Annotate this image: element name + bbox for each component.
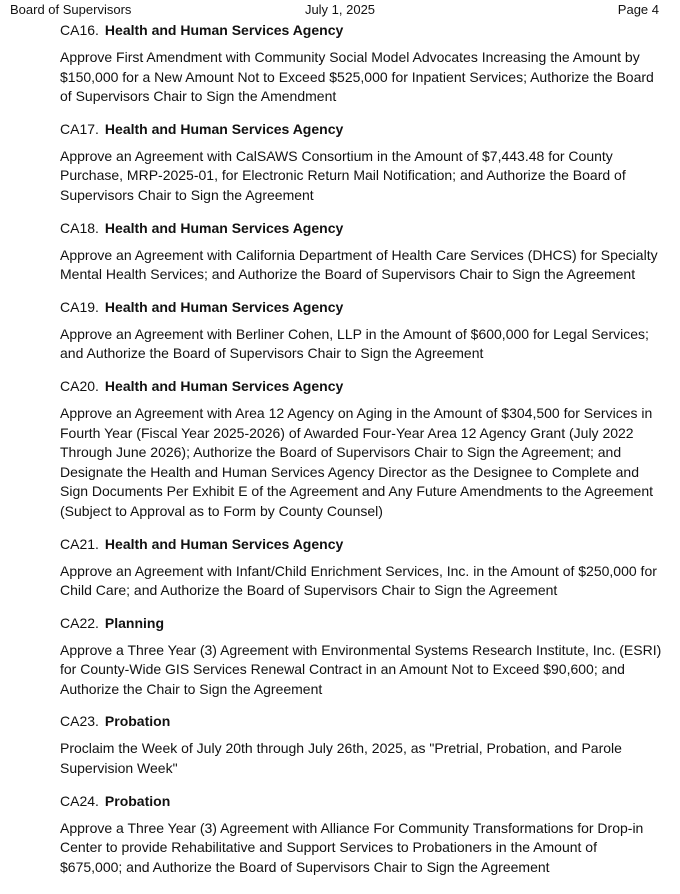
item-heading [60, 791, 662, 811]
item-department: Planning [104, 614, 165, 631]
item-department: Health and Human Services Agency [104, 22, 344, 38]
agenda-item-ca22 [60, 613, 662, 700]
item-department: Health and Human Services Agency [104, 120, 344, 137]
agenda-item-ca17 [60, 119, 662, 206]
item-description: Approve an Agreement with California Department of Health Care Services (DHCS) for Specialty Mental Health Services; and Authorize the Board of Supervisors Chair to Sign the Agreement [60, 246, 658, 283]
consent-agenda-items [60, 20, 662, 889]
item-department: Health and Human Services Agency [104, 298, 344, 315]
item-heading [60, 297, 662, 317]
agenda-item-ca16 [60, 20, 662, 107]
item-number: CA22. [60, 614, 99, 631]
agenda-item-ca24 [60, 791, 662, 878]
item-heading [60, 376, 662, 396]
item-number: CA16. [60, 22, 99, 38]
item-number: CA24. [60, 792, 99, 809]
item-description: Approve First Amendment with Community Social Model Advocates Increasing the Amount by $150,000 for a New Amount Not to Exceed $525,000 for Inpatient Services; Authorize the Board of Supervisors Chair to Sign the Amendment [60, 49, 654, 105]
agenda-item-ca21 [60, 534, 662, 601]
item-heading [60, 218, 662, 238]
item-number: CA17. [60, 120, 99, 137]
item-heading [60, 20, 662, 40]
header-page-number: Page 4 [617, 2, 659, 17]
agenda-item-ca23 [60, 711, 662, 778]
item-description: Approve an Agreement with Berliner Cohen, LLP in the Amount of $600,000 for Legal Services; and Authorize the Board of Supervisors Chair to Sign the Agreement [60, 325, 649, 362]
item-description: Approve a Three Year (3) Agreement with Alliance For Community Transformations for Drop-in Center to provide Rehabilitative and Support Services to Probationers in the Amount of $675,000; and Authorize the Board of Supervisors Chair to Sign the Agreement [60, 819, 644, 875]
item-number: CA23. [60, 713, 99, 730]
item-department: Probation [104, 713, 171, 730]
item-department: Probation [104, 792, 171, 809]
page-header [0, 0, 680, 20]
item-department: Health and Human Services Agency [104, 219, 344, 236]
item-department: Health and Human Services Agency [104, 535, 344, 552]
item-heading [60, 119, 662, 139]
item-number: CA19. [60, 298, 99, 315]
item-description: Approve a Three Year (3) Agreement with Environmental Systems Research Institute, Inc. (ESRI) for County-Wide GIS Services Renewal Contract in an Amount Not to Exceed $90,600; and Authorize the Chair to Sign the Agreement [60, 641, 662, 697]
header-date: July 1, 2025 [304, 2, 376, 17]
agenda-item-ca18 [60, 218, 662, 285]
item-heading [60, 613, 662, 633]
header-board-name: Board of Supervisors [10, 2, 132, 17]
item-number: CA20. [60, 377, 99, 394]
item-number: CA18. [60, 219, 99, 236]
item-description: Approve an Agreement with Infant/Child Enrichment Services, Inc. in the Amount of $250,000 for Child Care; and Authorize the Board of Supervisors Chair to Sign the Agreement [60, 562, 657, 599]
item-department: Health and Human Services Agency [104, 377, 344, 394]
agenda-item-ca19 [60, 297, 662, 364]
item-description: Approve an Agreement with CalSAWS Consortium in the Amount of $7,443.48 for County Purchase, MRP-2025-01, for Electronic Return Mail Notification; and Authorize the Board of Supervisors Chair to Sign the Agreement [60, 147, 626, 203]
item-heading [60, 534, 662, 554]
item-heading [60, 711, 662, 731]
item-description: Proclaim the Week of July 20th through July 26th, 2025, as "Pretrial, Probation, and Parole Supervision Week" [60, 740, 622, 777]
agenda-item-ca20 [60, 376, 662, 522]
item-number: CA21. [60, 535, 99, 552]
item-description: Approve an Agreement with Area 12 Agency on Aging in the Amount of $304,500 for Services in Fourth Year (Fiscal Year 2025-2026) of Awarded Four-Year Area 12 Agency Grant (July 2022 Through June 2026); Authorize the Board of Supervisors Chair to Sign the Agreement; and Designate the Health and Human Services Agency Director as the Designee to Complete and Sign Documents Per Exhibit E of the Agreement and Any Future Amendments to the Agreement (Subject to Approval as to Form by County Counsel) [60, 404, 654, 519]
